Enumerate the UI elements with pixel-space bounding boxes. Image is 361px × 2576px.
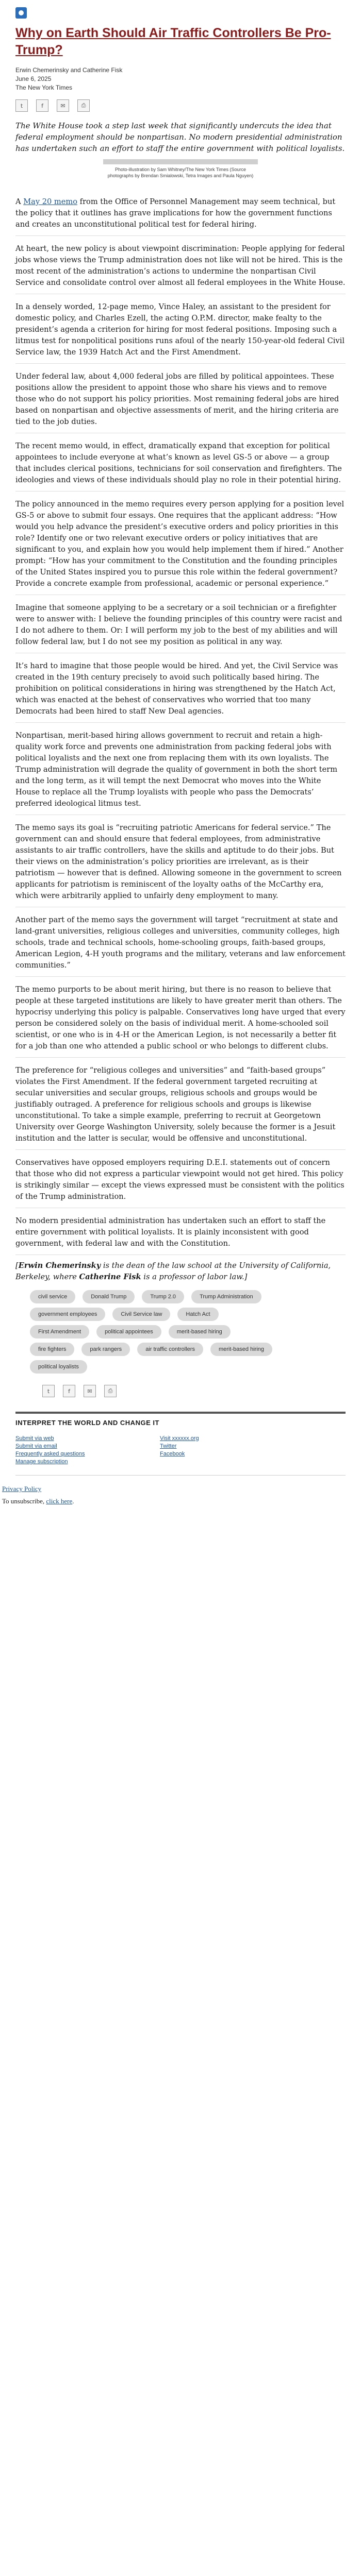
photo-caption: Photo-illustration by Sam Whitney/The New York Times (Source photographs by Brendan Smialowski, Tetra Images and Paula Nguyen) xyxy=(107,167,254,178)
tag-pill[interactable]: Hatch Act xyxy=(177,1308,218,1321)
body-paragraph: Nonpartisan, merit-based hiring allows government to recruit and retain a high-quality work force and prevents one administration from packing federal jobs with political loyalists and the next one from replacing them with its own loyalists. The Trump administration will degrade the quality of government in both the short term and the long term, as it will tempt the next Democrat who moves into the White House to replace all the Trump loyalists with people who pass the Democrats’ preferred ideological litmus test. xyxy=(15,722,346,815)
submit-email-link[interactable]: Submit via email xyxy=(15,1443,57,1449)
footer-links xyxy=(15,1435,346,1466)
share-facebook-icon[interactable]: f xyxy=(63,1385,75,1397)
article-body xyxy=(15,189,346,1286)
submit-web-link[interactable]: Submit via web xyxy=(15,1435,54,1442)
body-paragraph: Another part of the memo says the government will target “recruitment at state and land-grant universities, religious colleges and universities, community colleges, high schools, trade and technical schools, home-schooling groups, faith-based groups, American Legion, 4-H youth programs and the military, veterans and law enforcement communities.” xyxy=(15,907,346,976)
body-paragraph: Under federal law, about 4,000 federal jobs are filled by political appointees. These positions allow the president to appoint those who share his views and to remove those who do not support his policy priorities. Most remaining federal jobs are hired based on nonpartisan and objective assessments of merit, and the hiring criteria are tied to the job duties. xyxy=(15,363,346,433)
author-name-1: Erwin Chemerinsky xyxy=(18,1261,101,1270)
email-wrapper xyxy=(15,0,346,1476)
privacy-policy-link[interactable]: Privacy Policy xyxy=(2,1485,42,1493)
tag-pill[interactable]: civil service xyxy=(30,1290,75,1303)
body-paragraph: It’s hard to imagine that those people would be hired. And yet, the Civil Service was created in the 19th century precisely to avoid such politically based hiring. The prohibition on political considerations in hiring was strengthened by the Hatch Act, which was enacted at the behest of conservatives who worried that too many Democrats had been hired to staff New Deal agencies. xyxy=(15,653,346,722)
unsubscribe-line: To unsubscribe, click here. xyxy=(2,1497,74,1505)
faq-link[interactable]: Frequently asked questions xyxy=(15,1451,85,1457)
manage-subscription-link[interactable]: Manage subscription xyxy=(15,1459,68,1465)
body-paragraph: The policy announced in the memo requires every person applying for a position level GS-5 or above to submit four essays. One requires that the applicant address: “How would you help advance the president’s executive orders and policy priorities in this role? Identify one or two relevant executive orders or policy initiatives that are significant to you, and explain how you would help implement them if hired.” Another prompt: “How has your commitment to the Constitution and the founding principles of the United States inspired you to pursue this role within the federal government? Provide a concrete example from professional, academic or personal experience.” xyxy=(15,491,346,595)
tag-pill[interactable]: merit-based hiring xyxy=(169,1325,231,1338)
footer-right-column xyxy=(160,1435,304,1466)
visit-site-link[interactable]: Visit xxxxxx.org xyxy=(160,1435,199,1442)
body-paragraph: The memo purports to be about merit hiring, but there is no reason to believe that people at these targeted institutions are likely to have greater merit than others. The hypocrisy underlying this policy is palpable. Conservatives long have urged that every person be considered solely on the basis of individual merit. A home-schooled soil scientist, or one who is in 4-H or the American Legion, is not necessarily a better fit for a job than one who attended a public school or who belongs to different clubs. xyxy=(15,976,346,1057)
share-print-icon[interactable]: ⎙ xyxy=(77,99,90,112)
tag-pill[interactable]: Trump 2.0 xyxy=(142,1290,184,1303)
bottom-links xyxy=(0,1483,361,1507)
unsubscribe-link[interactable]: click here xyxy=(46,1497,73,1505)
tag-pill[interactable]: First Amendment xyxy=(30,1325,89,1338)
body-paragraph: In a densely worded, 12-page memo, Vince Haley, an assistant to the president for domestic policy, and Charles Ezell, the acting O.P.M. director, make fealty to the president’s agenda a criterion for hiring for most federal positions. Imposing such a litmus test for nonpolitical positions runs afoul of the nearly 150-year-old federal Civil Service law, the 1939 Hatch Act and the First Amendment. xyxy=(15,294,346,363)
tag-list xyxy=(15,1286,277,1374)
body-paragraph: At heart, the new policy is about viewpoint discrimination: People applying for federal jobs whose views the Trump administration does not like will not be hired. This is the most recent of the administration’s actions to undermine the nonpartisan Civil Service and consolidate control over almost all federal employees in the White House. xyxy=(15,235,346,294)
share-row-top xyxy=(15,99,346,112)
footer-divider xyxy=(15,1412,346,1414)
body-paragraph: No modern presidential administration has undertaken such an effort to staff the entire government with political loyalists. It is plainly inconsistent with good government, with federal law and with the Constitution. xyxy=(15,1208,346,1255)
share-row-bottom xyxy=(42,1385,346,1397)
article-photo xyxy=(103,159,258,164)
tag-pill[interactable]: political appointees xyxy=(96,1325,161,1338)
date: June 6, 2025 xyxy=(15,75,52,82)
footer-separator xyxy=(15,1475,346,1476)
byline xyxy=(15,66,346,92)
tag-pill[interactable]: political loyalists xyxy=(30,1360,87,1374)
author-bio: [Erwin Chemerinsky is the dean of the law school at the University of California, Berkeley, where Catherine Fisk is a professor of labor law.] xyxy=(15,1255,346,1286)
publication-logo-icon xyxy=(15,7,27,19)
footer-heading: INTERPRET THE WORLD AND CHANGE IT xyxy=(15,1419,159,1427)
body-paragraph: The memo says its goal is “recruiting patriotic Americans for federal service.” The government can and should ensure that federal employees, from administrative assistants to air traffic controllers, have the skills and aptitude to do their jobs. But their views on the administration’s policy priorities are irrelevant, as is their patriotism — however that is defined. Allowing someone in the government to screen applicants for patriotism is reminiscent of the loyalty oaths of the McCarthy era, which were arbitrarily applied to unfairly deny employment to many. xyxy=(15,815,346,907)
tag-pill[interactable]: air traffic controllers xyxy=(137,1343,203,1356)
article-title[interactable]: Why on Earth Should Air Traffic Controllers Be Pro-Trump? xyxy=(15,26,331,57)
lead-paragraph: A May 20 memo from the Office of Personnel Management may seem technical, but the policy that it outlines has grave implications for how the government functions and creates an unconstitutional political test for federal hiring. xyxy=(15,197,336,229)
tag-pill[interactable]: fire fighters xyxy=(30,1343,74,1356)
authors: Erwin Chemerinsky and Catherine Fisk xyxy=(15,66,123,74)
tag-pill[interactable]: merit-based hiring xyxy=(210,1343,272,1356)
facebook-link[interactable]: Facebook xyxy=(160,1451,185,1457)
share-print-icon[interactable]: ⎙ xyxy=(104,1385,117,1397)
publication: The New York Times xyxy=(15,84,73,91)
share-facebook-icon[interactable]: f xyxy=(36,99,48,112)
tag-pill[interactable]: government employees xyxy=(30,1308,105,1321)
article-dek: The White House took a step last week that significantly undercuts the idea that federal employment should be nonpartisan. No modern presidential administration has undertaken such an effort to staff the entire government with political loyalists. xyxy=(15,121,345,153)
body-paragraph: Conservatives have opposed employers requiring D.E.I. statements out of concern that those who did not express a particular viewpoint would not get hired. This policy is strikingly similar — except the views expressed must be consistent with the politics of the Trump administration. xyxy=(15,1149,346,1208)
share-twitter-icon[interactable]: t xyxy=(42,1385,55,1397)
body-paragraph: The preference for “religious colleges and universities” and “faith-based groups” violates the First Amendment. If the federal government targeted recruiting at secular universities and secular groups, religious schools and groups would be justifiably outraged. A preference for religious schools and groups is likewise unconstitutional. To take a simple example, preferring to recruit at Georgetown University over George Washington University, solely because the former is a Jesuit institution and the latter is secular, would be offensive and unconstitutional. xyxy=(15,1057,346,1149)
body-paragraph: The recent memo would, in effect, dramatically expand that exception for political appointees to include everyone at what’s known as level GS-5 or above — a group that includes clerical positions, technicians for soil conservation and firefighters. The ideologies and views of these individuals should play no role in their potential hiring. xyxy=(15,433,346,491)
tag-pill[interactable]: Civil Service law xyxy=(112,1308,170,1321)
photo-block xyxy=(103,159,258,179)
header-logo-row xyxy=(15,4,346,22)
share-email-icon[interactable]: ✉ xyxy=(84,1385,96,1397)
footer-left-column xyxy=(15,1435,160,1466)
body-paragraph: Imagine that someone applying to be a secretary or a soil technician or a firefighter were to answer with: I believe the founding principles of this country were racist and I do not adhere to them. Or: I will perform my job to the best of my abilities and will follow federal law, but I do not see my position as political in any way. xyxy=(15,595,346,653)
tag-pill[interactable]: Trump Administration xyxy=(191,1290,261,1303)
author-name-2: Catherine Fisk xyxy=(79,1273,141,1281)
share-email-icon[interactable]: ✉ xyxy=(57,99,69,112)
tag-pill[interactable]: park rangers xyxy=(81,1343,130,1356)
twitter-link[interactable]: Twitter xyxy=(160,1443,177,1449)
tag-pill[interactable]: Donald Trump xyxy=(83,1290,135,1303)
share-twitter-icon[interactable]: t xyxy=(15,99,28,112)
memo-link[interactable]: May 20 memo xyxy=(23,197,78,206)
